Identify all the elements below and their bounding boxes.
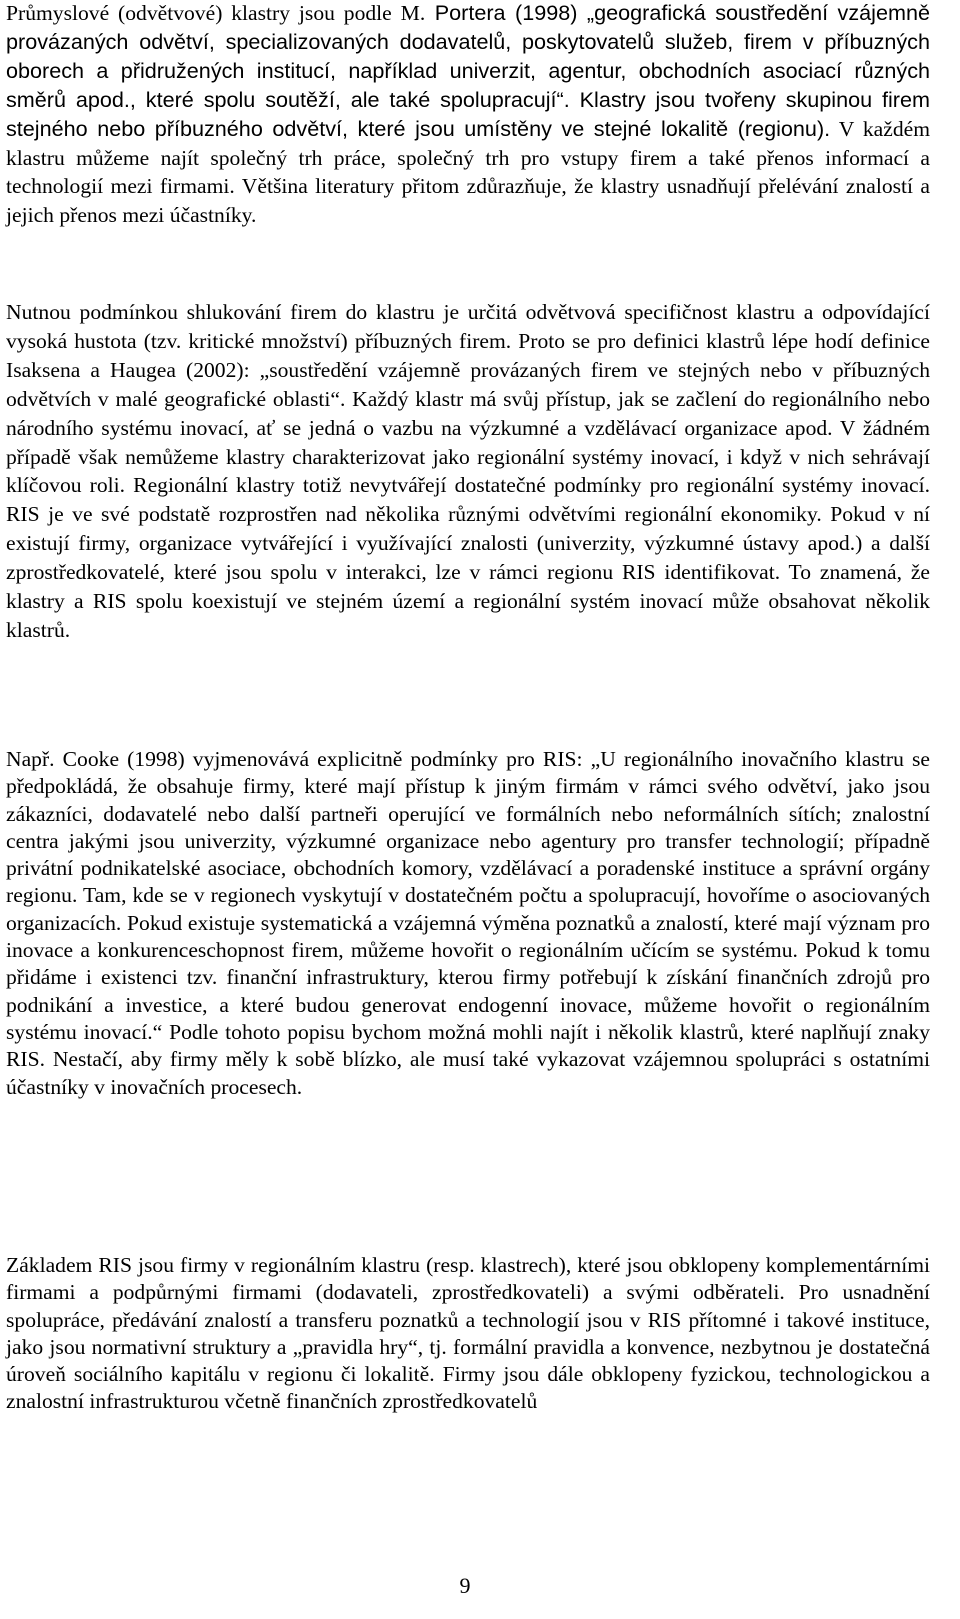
page-number: 9 (459, 1573, 471, 1598)
paragraph-sans-text: Portera (1998) „geografická soustředění vzájemně provázaných odvětví, specializovaných dodavatelů, poskytovatelů služeb, firem v příbuzných oborech a přidružených institucí, například univerzit, agentur, obchodních asociací různých směrů apod., které spolu soutěží, ale také spolupracují“. Klastry jsou tvořeny skupinou firem stejného nebo příbuzného odvětví, které jsou umístěny ve stejné lokalitě (regionu). (6, 0, 930, 141)
paragraph-ris-foundation: Základem RIS jsou firmy v regionálním klastru (resp. klastrech), které jsou obklopeny komplementárními firmami a podpůrnými firmami (dodavateli, zprostředkovateli) a svými odběrateli. Pro usnadnění spolupráce, předávání znalostí a transferu poznatků a technologií jsou v RIS přítomné i takové instituce, jako jsou normativní struktury a „pravidla hry“, tj. formální pravidla a konvence, nezbytnou je dostatečná úroveň sociálního kapitálu v regionu či lokalitě. Firmy jsou dále obklopeny fyzickou, technologickou a znalostní infrastrukturou včetně finančních zprostředkovatelů (6, 1253, 930, 1414)
paragraph-serif-text: V každém klastru můžeme najít společný trh práce, společný trh pro vstupy firem a také přenos informací a technologií mezi firmami. Většina literatury přitom zdůrazňuje, že klastry usnadňují přelévání znalostí a jejich přenos mezi účastníky. (6, 116, 930, 228)
paragraph-cluster-definition: Nutnou podmínkou shlukování firem do klastru je určitá odvětvová specifičnost klastru a odpovídající vysoká hustota (tzv. kritické množství) příbuzných firem. Proto se pro definici klastrů lépe hodí definice Isaksena a Haugea (2002): „soustředění vzájemně provázaných firem ve stejných nebo v příbuzných odvětvích v malé geografické oblasti“. Každý klastr má svůj přístup, jak se začlení do regionálního nebo národního systému inovací, ať se jedná o vazbu na výzkumné a vzdělávací organizace apod. V žádném případě však nemůžeme klastry charakterizovat jako regionální systémy inovací, i když v nich sehrávají klíčovou roli. Regionální klastry totiž nevytvářejí dostatečné podmínky pro regionální systémy inovací. RIS je ve své podstatě rozprostřen nad několika různými odvětvími regionální ekonomiky. Pokud v ní existují firmy, organizace vytvářející i využívající znalosti (univerzity, výzkumné ústavy apod.) a další zprostředkovatelé, které jsou spolu v interakci, lze v rámci regionu RIS identifikovat. To znamená, že klastry a RIS spolu koexistují ve stejném území a regionální systém inovací může obsahovat několik klastrů. (6, 300, 930, 642)
paragraph-cooke-ris: Např. Cooke (1998) vyjmenovává explicitně podmínky pro RIS: „U regionálního inovačního klastru se předpokládá, že obsahuje firmy, které mají přístup k jiným firmám v rámci svého odvětví, jako jsou zákazníci, dodavatelé nebo další partneři operující ve formálních nebo neformálních sítích; znalostní centra jakými jsou univerzity, výzkumné organizace nebo agentury pro transfer technologií; případně privátní podnikatelské asociace, obchodních komory, vzdělávací a poradenské instituce a správní orgány regionu. Tam, kde se v regionech vyskytují v dostatečném počtu a spolupracují, hovoříme o asociovaných organizacích. Pokud existuje systematická a vzájemná výměna poznatků a znalostí, které mají význam pro inovace a konkurenceschopnost firem, můžeme hovořit o regionálním učícím se systému. Pokud k tomu přidáme i existenci tzv. finanční infrastruktury, kterou firmy potřebují k získání finančních zdrojů pro podnikání a investice, a které budou generovat endogenní inovace, můžeme hovořit o regionálním systému inovací.“ Podle tohoto popisu bychom možná mohli najít i několik klastrů, které naplňují znaky RIS. Nestačí, aby firmy měly k sobě blízko, ale musí také vykazovat vzájemnou spolupráci s ostatními účastníky v inovačních procesech. (6, 747, 930, 1099)
paragraph-lead-text: Průmyslové (odvětvové) klastry jsou podle M. (6, 1, 426, 25)
paragraph-porter-clusters (6, 0, 930, 230)
